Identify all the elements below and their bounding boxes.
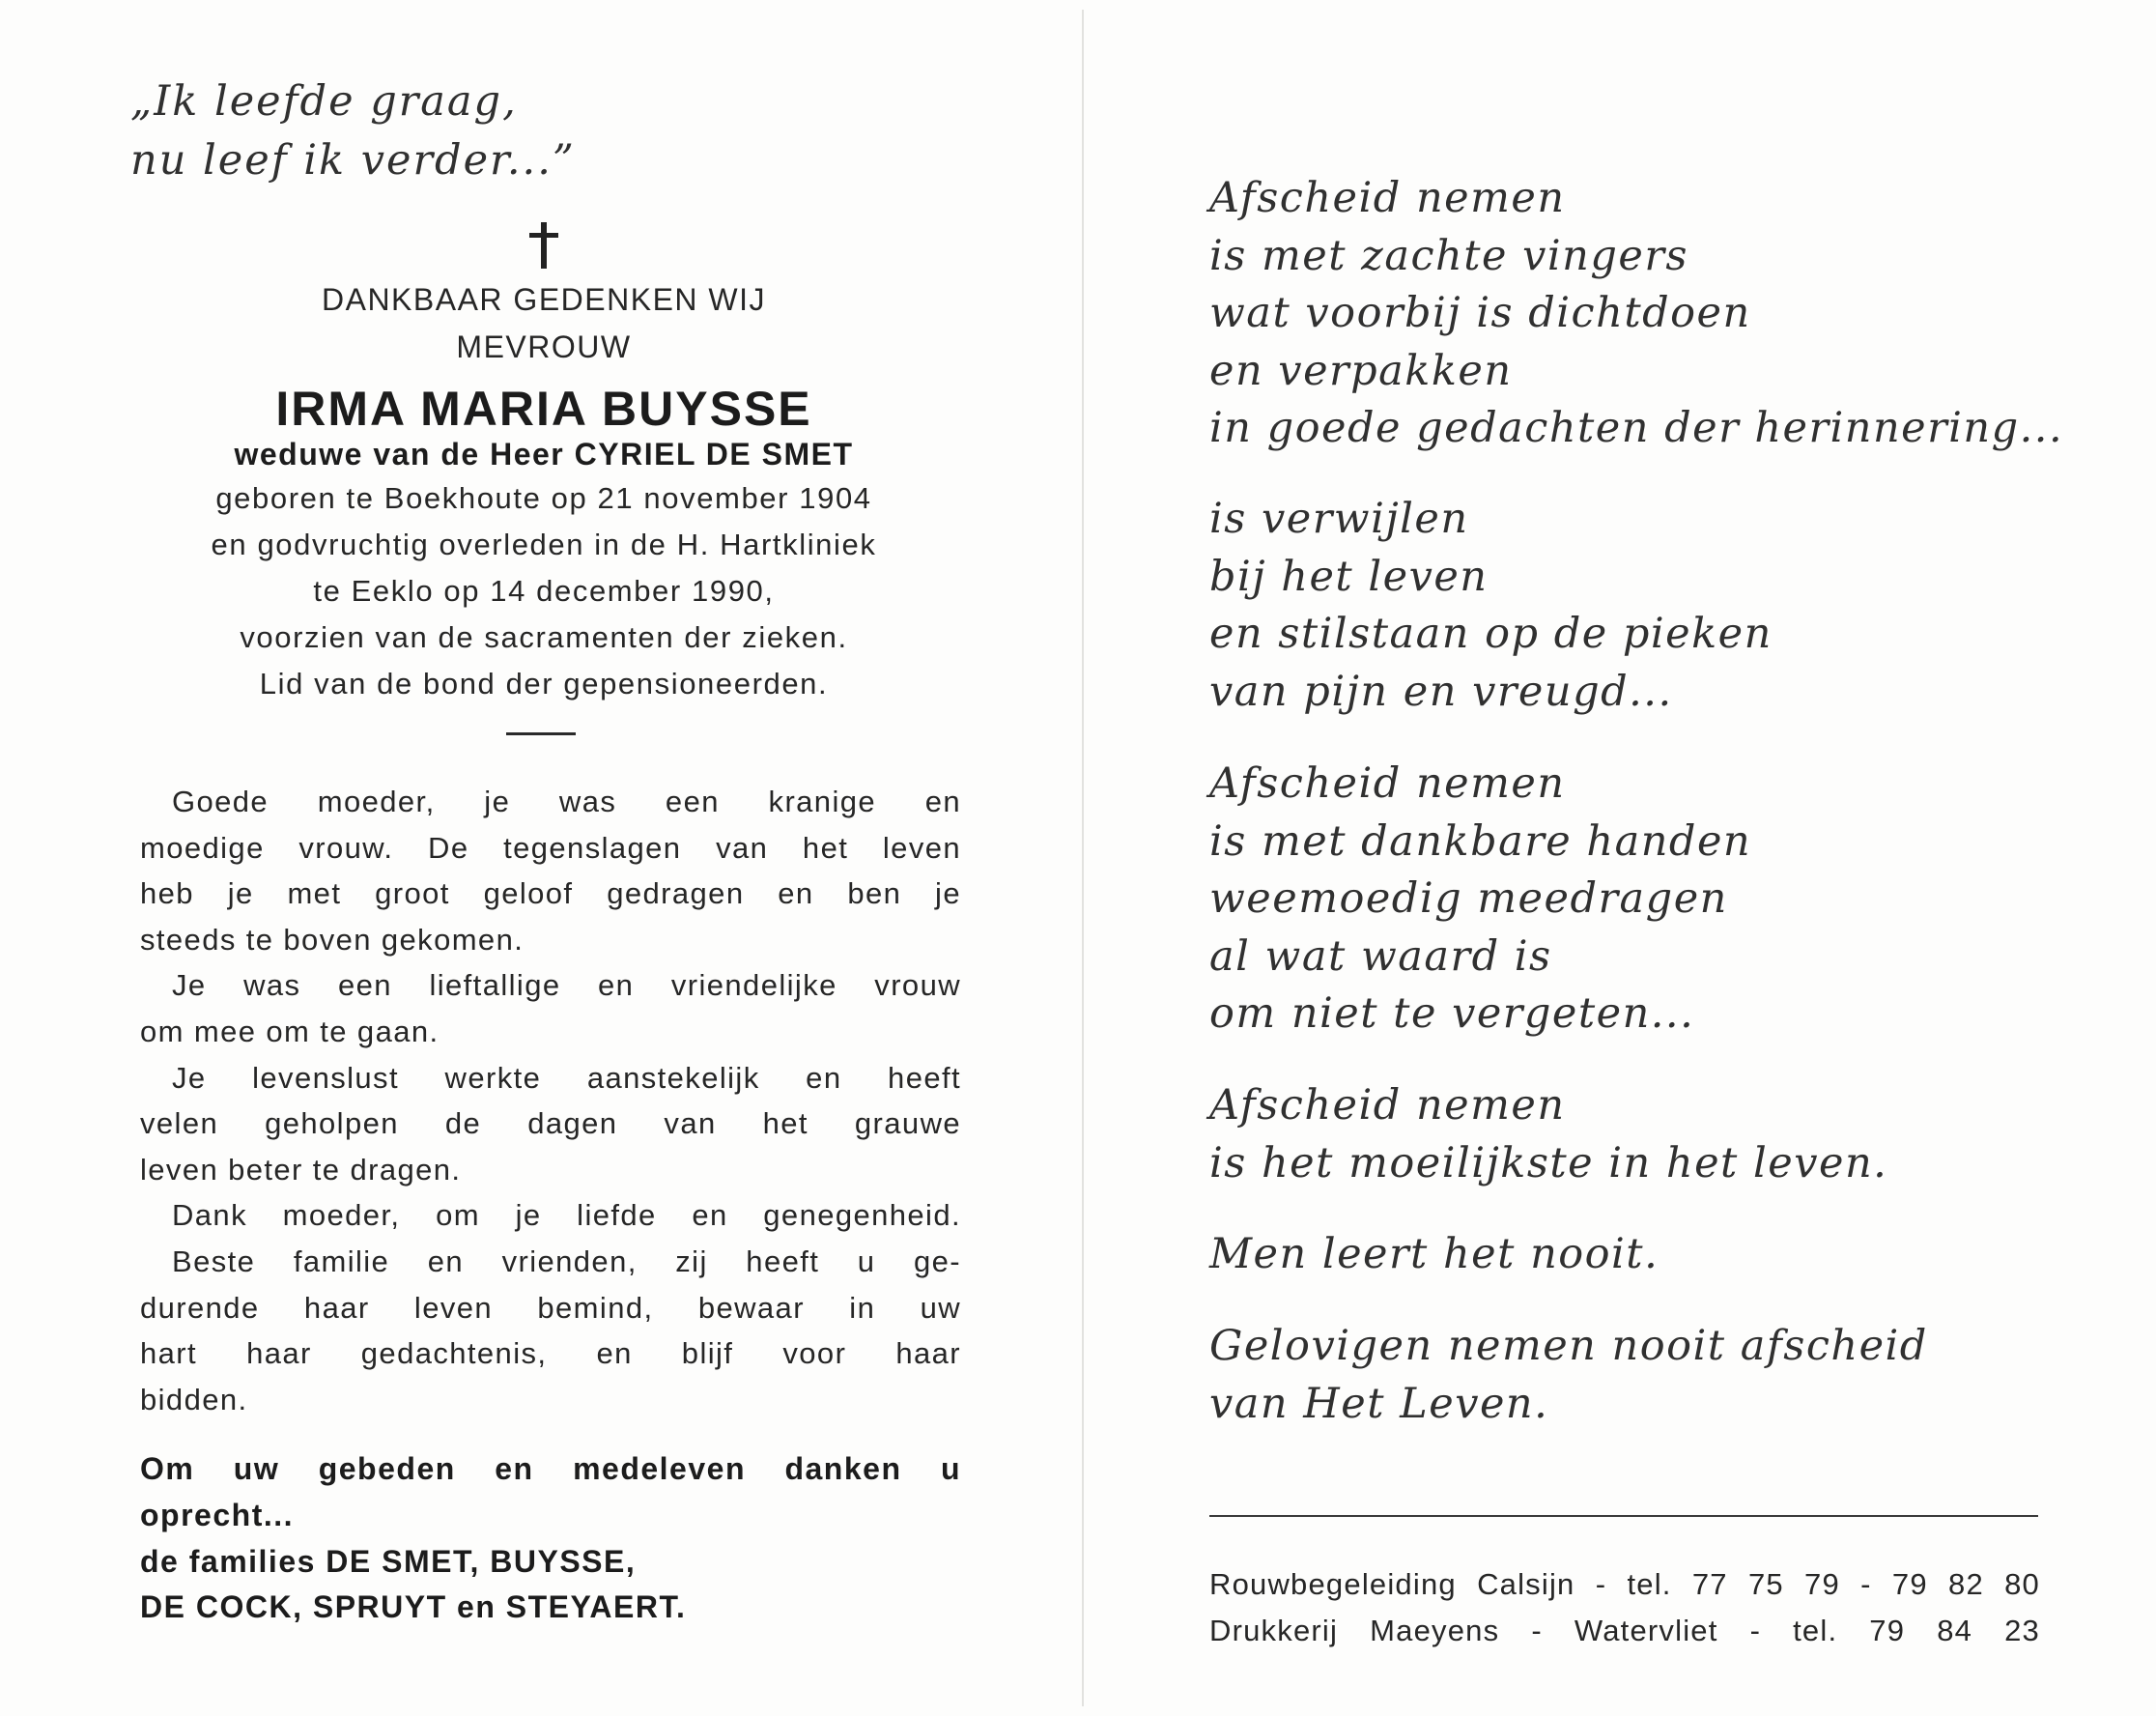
widow-line: weduwe van de Heer CYRIEL DE SMET <box>234 437 854 472</box>
tribute-line: bidden. <box>140 1383 248 1416</box>
detail-line: Lid van de bond der gepensioneerden. <box>259 667 829 701</box>
intro-line: DANKBAAR GEDENKEN WIJ <box>321 282 766 317</box>
tribute-line: hart haar gedachtenis, en blijf voor haar <box>140 1336 961 1370</box>
thanks-line: oprecht... <box>140 1498 295 1532</box>
tribute-line: steeds te boven gekomen. <box>140 923 525 957</box>
thanks-line: de families DE SMET, BUYSSE, <box>140 1544 637 1579</box>
intro-line: MEVROUW <box>456 329 632 364</box>
poem-line: Gelovigen nemen nooit afscheid <box>1209 1322 1928 1370</box>
tribute-line: leven beter te dragen. <box>140 1153 462 1187</box>
poem-line: Afscheid nemen <box>1209 174 1566 222</box>
tribute-line: heb je met groot geloof gedragen en ben je <box>140 876 961 910</box>
poem-line: van pijn en vreugd... <box>1209 668 1673 716</box>
quote-line: „Ik leefde graag, <box>130 77 518 126</box>
poem-line: is het moeilijkste in het leven. <box>1209 1139 1888 1187</box>
tribute-line: Je levenslust werkte aanstekelijk en heeft <box>172 1061 961 1095</box>
divider <box>506 732 576 735</box>
poem-line: van Het Leven. <box>1209 1380 1549 1428</box>
poem-line: om niet te vergeten... <box>1209 989 1695 1038</box>
tribute-line: Dank moeder, om je liefde en genegenheid. <box>172 1198 961 1232</box>
poem-line: al wat waard is <box>1209 932 1552 981</box>
detail-line: en godvruchtig overleden in de H. Hartkliniek <box>211 528 877 561</box>
tribute-line: durende haar leven bemind, bewaar in uw <box>140 1291 961 1325</box>
poem-line: is verwijlen <box>1209 495 1469 543</box>
poem-line: in goede gedachten der herinnering... <box>1209 404 2064 452</box>
tribute-line: velen geholpen de dagen van het grauwe <box>140 1106 961 1140</box>
poem-line: en verpakken <box>1209 347 1513 395</box>
poem-line: weemoedig meedragen <box>1209 874 1728 923</box>
detail-line: te Eeklo op 14 december 1990, <box>313 574 775 608</box>
poem-line: Afscheid nemen <box>1209 759 1566 808</box>
tribute-line: Je was een lieftallige en vriendelijke vrouw <box>172 968 961 1002</box>
poem-line: wat voorbij is dichtdoen <box>1209 289 1751 337</box>
poem-line: Men leert het nooit. <box>1209 1230 1660 1278</box>
tribute-line: Goede moeder, je was een kranige en <box>172 785 961 818</box>
footer-line: Rouwbegeleiding Calsijn - tel. 77 75 79 - 79 82 80 <box>1209 1567 2040 1601</box>
poem-line: bij het leven <box>1209 553 1489 601</box>
poem-line: is met zachte vingers <box>1209 232 1688 280</box>
footer-rule <box>1209 1515 2038 1517</box>
tribute-line: om mee om te gaan. <box>140 1015 440 1048</box>
tribute-line: moedige vrouw. De tegenslagen van het leven <box>140 831 961 865</box>
cross-icon <box>527 222 560 269</box>
tribute-line: Beste familie en vrienden, zij heeft u ge- <box>172 1244 961 1278</box>
card-fold-line <box>1082 10 1084 1706</box>
thanks-line: Om uw gebeden en medeleven danken u <box>140 1451 961 1486</box>
poem-line: Afscheid nemen <box>1209 1081 1566 1130</box>
footer-line: Drukkerij Maeyens - Watervliet - tel. 79 84 23 <box>1209 1614 2040 1647</box>
poem-line: is met dankbare handen <box>1209 817 1752 866</box>
quote-line: nu leef ik verder...” <box>130 136 576 185</box>
detail-line: geboren te Boekhoute op 21 november 1904 <box>215 481 872 515</box>
detail-line: voorzien van de sacramenten der zieken. <box>240 620 848 654</box>
thanks-line: DE COCK, SPRUYT en STEYAERT. <box>140 1589 687 1624</box>
poem-line: en stilstaan op de pieken <box>1209 610 1773 658</box>
deceased-name: IRMA MARIA BUYSSE <box>275 382 812 436</box>
